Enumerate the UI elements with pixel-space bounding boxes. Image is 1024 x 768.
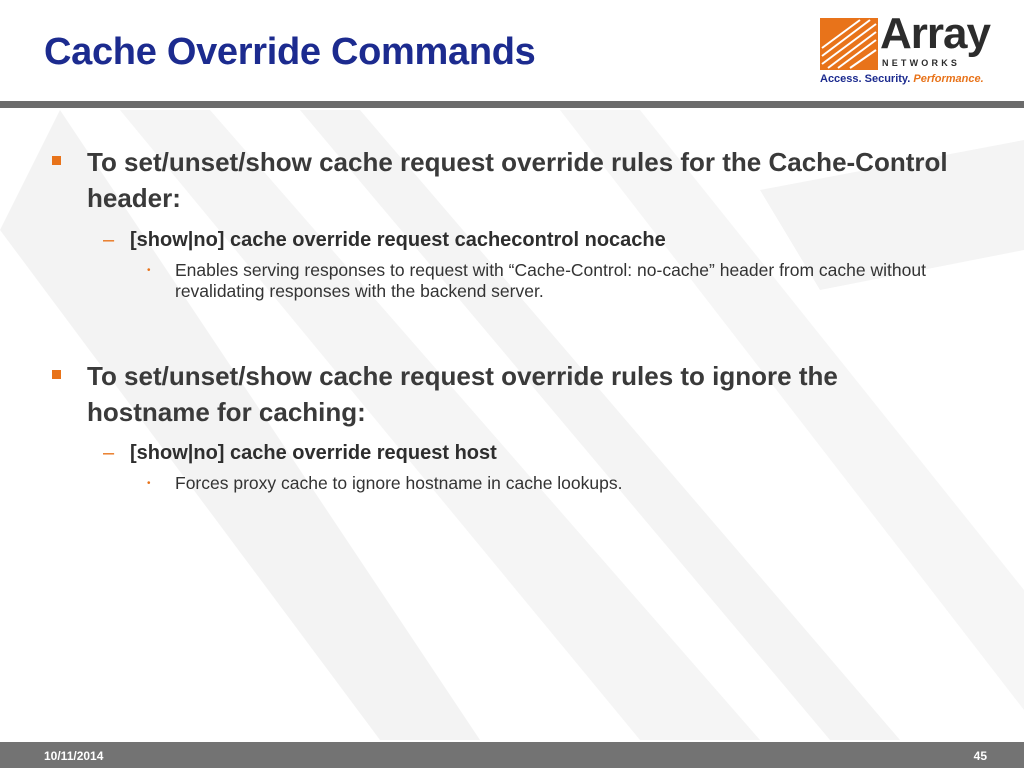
description-text: Forces proxy cache to ignore hostname in cache lookups. [175,473,623,493]
footer-date: 10/11/2014 [44,749,104,763]
header-rule [0,101,1024,108]
square-bullet-icon [52,156,61,165]
array-networks-logo [818,9,1008,92]
dash-bullet-icon: – [103,229,115,251]
tagline-accent: Performance. [913,73,984,85]
page-number: 45 [973,749,987,763]
dash-bullet-icon: – [103,442,115,464]
dot-bullet-icon: • [147,265,151,276]
slide-title: Cache Override Commands [44,31,536,73]
logo-tagline [820,73,984,85]
heading-text: To set/unset/show cache request override rules to ignore the hostname for caching: [87,361,838,427]
heading-text: To set/unset/show cache request override rules for the Cache-Control header: [87,147,948,213]
command-text: [show|no] cache override request cachecontrol nocache [130,229,666,251]
logo-mark-icon [820,18,878,70]
logo-wordmark: Array [880,9,990,58]
logo-subtitle: NETWORKS [882,58,961,68]
footer-bar [0,742,1024,768]
command-text: [show|no] cache override request host [130,442,497,464]
square-bullet-icon [52,370,61,379]
description-text: Enables serving responses to request with “Cache-Control: no-cache” header from cache without revalidating responses with the backend server. [175,260,926,301]
tagline-main: Access. Security. [820,73,914,85]
dot-bullet-icon: • [147,478,151,489]
